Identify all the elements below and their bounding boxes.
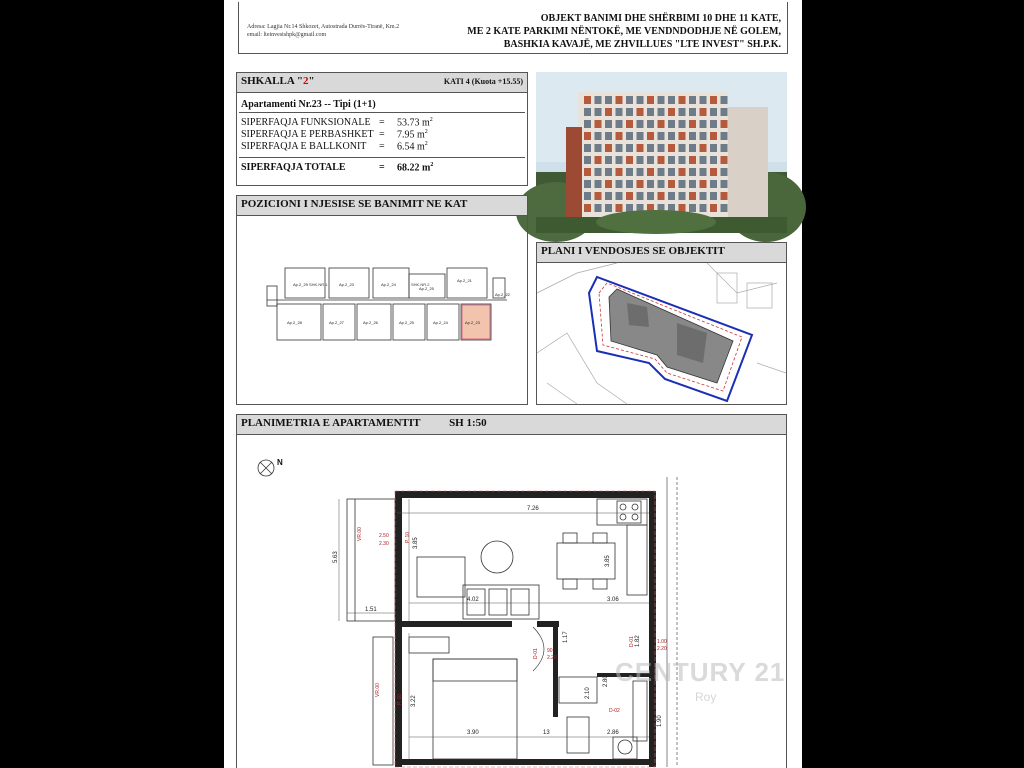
dimension-label: 3.85	[605, 555, 611, 567]
area-row-eq: =	[379, 141, 385, 152]
key-plan-unit-label: Ap.2_25	[399, 320, 414, 325]
door-tag: 1.00	[657, 639, 667, 645]
key-plan-unit-label: Ap.2_24	[433, 320, 448, 325]
dimension-label: 3.06	[607, 597, 619, 603]
dimension-label: 2.10	[585, 687, 591, 699]
dimension-label: 2.80	[603, 675, 609, 687]
floorplan-title: PLANIMETRIA E APARTAMENTIT SH 1:50	[237, 415, 786, 435]
door-tag: D-01	[533, 648, 539, 659]
area-row-eq: =	[379, 129, 385, 140]
north-label: N	[277, 458, 283, 467]
watermark-sub: Roy	[695, 690, 717, 704]
floor-key-plan	[267, 256, 510, 356]
key-plan-unit-label: Ap.2_26	[363, 320, 378, 325]
header-box	[238, 2, 788, 54]
area-info-box	[236, 72, 528, 186]
apartment-label: Apartamenti Nr.23 -- Tipi (1+1)	[241, 99, 376, 110]
dimension-label: 4.02	[467, 597, 479, 603]
dimension-label: 7.26	[527, 506, 539, 512]
floorplan-scale: SH 1:50	[449, 417, 487, 429]
dimension-label: 1.90	[657, 715, 663, 727]
area-row-label: SIPERFAQJA E PERBASHKET	[241, 129, 374, 140]
project-title	[467, 12, 781, 51]
dimension-label: 5.63	[333, 551, 339, 563]
window-tag: P. 10	[397, 693, 403, 705]
total-eq: =	[379, 162, 385, 173]
area-row-eq: =	[379, 117, 385, 128]
window-tag: P. 10	[405, 531, 411, 543]
stair-label-1: SHK.NR.1	[309, 282, 328, 287]
divider	[239, 112, 525, 113]
area-row-value: 53.73 $m^2$	[397, 117, 433, 129]
key-plan-unit-label: Ap.2_22	[495, 292, 510, 297]
window-tag: 2.30	[379, 541, 389, 547]
key-plan-unit-label: Ap.2_23	[339, 282, 354, 287]
area-row-value: 6.54 $m^2$	[397, 141, 428, 153]
site-plan-panel	[536, 242, 787, 405]
key-plan-unit-label: Ap.2_27	[329, 320, 344, 325]
document-sheet	[224, 0, 802, 768]
project-title-line-2: ME 2 KATE PARKIMI NËNTOKË, ME VENDNDODHJE NË GOLEM,	[467, 26, 781, 37]
dimension-label: 3.90	[467, 730, 479, 736]
key-plan-unit-label: Ap.2_24	[381, 282, 396, 287]
north-arrow-icon	[258, 458, 283, 476]
door-tag: D-02	[609, 708, 620, 714]
door-tag: 90	[547, 648, 553, 654]
shkalla-value: 2	[303, 75, 309, 87]
shkalla-header: SHKALLA "2" KATI 4 (Kuota +15.55)	[237, 73, 527, 93]
window-tag: VR.00	[357, 527, 363, 541]
door-tag: 2.20	[547, 655, 557, 661]
email-text: email: lteinvestshpk@gmail.com	[247, 32, 327, 38]
dimension-label: 3.22	[411, 695, 417, 707]
area-row-label: SIPERFAQJA E BALLKONIT	[241, 141, 367, 152]
dimension-label: 13	[543, 730, 550, 736]
window-tag: VR.00	[375, 683, 381, 697]
watermark-brand: CENTURY 21	[615, 657, 786, 687]
apartment-floorplan	[237, 437, 786, 767]
key-plan-unit-label: Ap.2_23	[465, 320, 480, 325]
address-text: Adresa: Lagjia Nr.14 Shkozet, Autostrada Durrës-Tiranë, Km.2	[247, 24, 400, 30]
door-tag: D-01	[629, 636, 635, 647]
stair-label-2: SHK.NR.2	[411, 282, 430, 287]
dimension-label: 1.51	[365, 607, 377, 613]
position-panel-title: POZICIONI I NJESISE SE BANIMIT NE KAT	[237, 196, 527, 216]
site-plan-title: PLANI I VENDOSJES SE OBJEKTIT	[537, 243, 786, 263]
dimension-label: 3.85	[413, 537, 419, 549]
key-plan-unit-label: Ap.2_28	[287, 320, 302, 325]
position-panel	[236, 195, 528, 405]
door-tag: 2.20	[657, 646, 667, 652]
project-title-line-3: BASHKIA KAVAJË, ME ZHVILLUES "LTE INVEST" SH.P.K.	[503, 39, 781, 50]
area-row-label: SIPERFAQJA FUNKSIONALE	[241, 117, 371, 128]
floorplan-panel	[236, 414, 787, 768]
key-plan-unit-label: Ap.2_21	[457, 278, 472, 283]
building-render-photo	[536, 72, 787, 233]
site-plan-drawing	[537, 263, 786, 404]
area-row-value: 7.95 $m^2$	[397, 129, 428, 141]
window-tag: 2.50	[379, 533, 389, 539]
dimension-label: 1.17	[563, 631, 569, 643]
project-title-line-1: OBJEKT BANIMI DHE SHËRBIMI 10 DHE 11 KATE,	[540, 13, 781, 24]
total-label: SIPERFAQJA TOTALE	[241, 162, 346, 173]
total-value: 68.22 $m^2$	[397, 162, 434, 174]
divider	[239, 157, 525, 158]
key-plan-unit-label: Ap.2_25	[419, 286, 434, 291]
dimension-label: 1.82	[635, 635, 641, 647]
kati-label: KATI 4 (Kuota +15.55)	[443, 77, 523, 86]
dimension-label: 2.86	[607, 730, 619, 736]
key-plan-unit-label: Ap.2_29	[293, 282, 308, 287]
